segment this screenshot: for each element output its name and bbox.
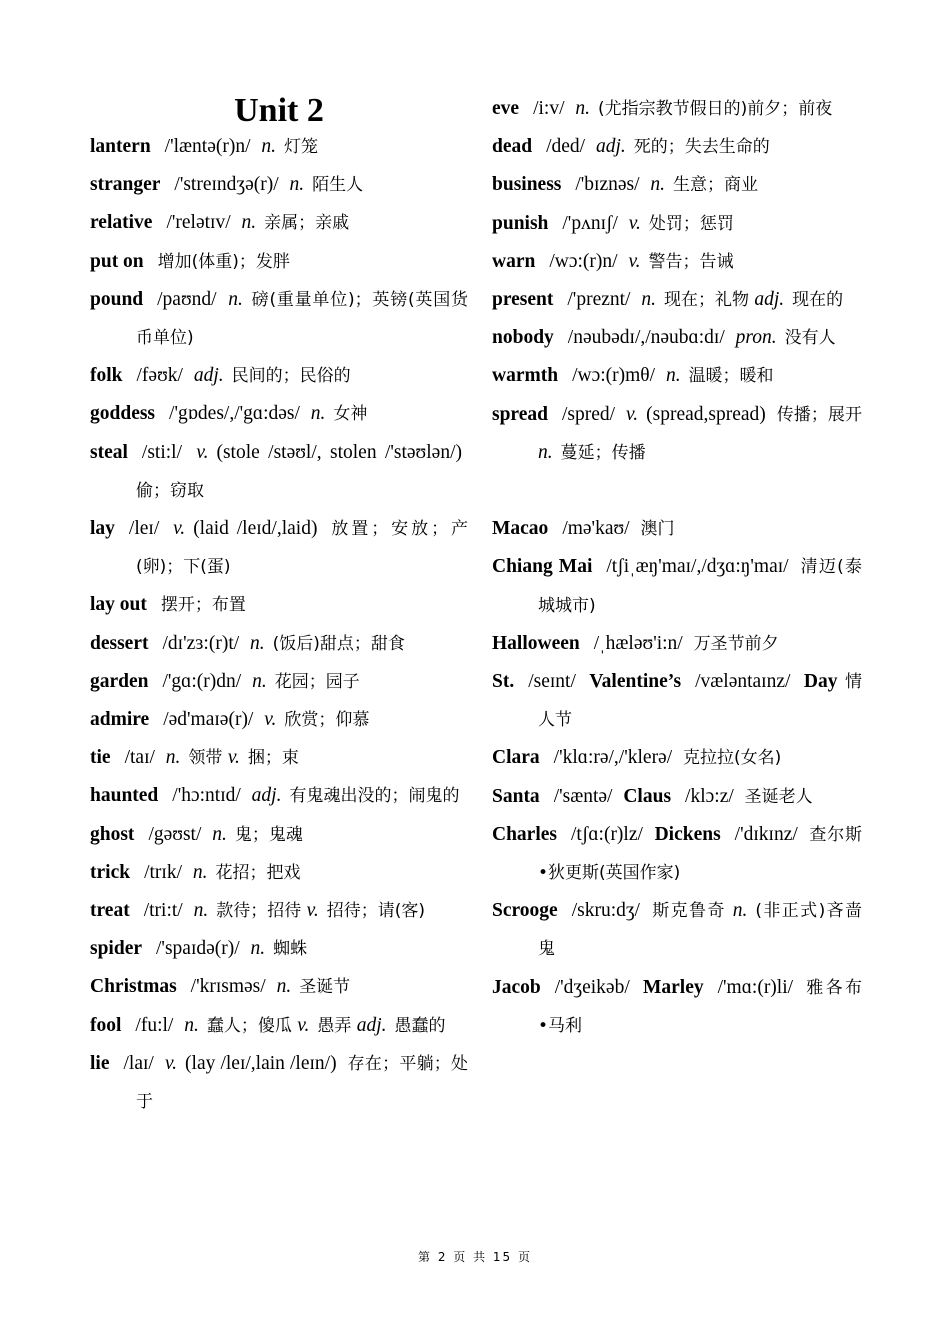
- part-of-speech: v.: [164, 1052, 178, 1074]
- vocab-entry: [90, 128, 468, 166]
- phonetic: /wɔ:(r)mθ/: [572, 365, 660, 387]
- phonetic: /spred/: [562, 403, 621, 425]
- definition: 花园；园子: [274, 671, 360, 692]
- vocab-entry: [492, 663, 862, 739]
- definition: (非正式)吝啬鬼: [538, 901, 863, 960]
- definition: 现在的: [792, 290, 844, 311]
- vocab-entry: [492, 739, 862, 777]
- definition: 万圣节前夕: [693, 633, 779, 654]
- definition: 愚弄: [317, 1015, 357, 1036]
- vocab-entry-text: [492, 778, 862, 816]
- vocab-entry-text: [90, 625, 468, 663]
- phonetic: /'gɑ:(r)dn/: [162, 670, 247, 692]
- headword: punish: [492, 212, 549, 234]
- part-of-speech: v.: [227, 747, 240, 769]
- definition: 愚蠢的: [394, 1015, 446, 1036]
- vocab-entry-text: [90, 930, 468, 968]
- vocab-entry: [90, 701, 468, 739]
- definition: 情人节: [538, 672, 862, 731]
- part-of-speech: v.: [626, 403, 639, 425]
- part-of-speech: n.: [310, 403, 326, 425]
- vocab-entry: [492, 319, 862, 357]
- inflections: (stole /stəʊl/, stolen /'stəʊlən/): [216, 441, 462, 463]
- headword: admire: [90, 709, 150, 731]
- page-footer: 第 2 页 共 15 页: [418, 1250, 532, 1264]
- definition: 温暖；暖和: [688, 366, 774, 387]
- definition: (饭后)甜点；甜食: [272, 633, 405, 654]
- right-column: [492, 90, 862, 1045]
- vocab-entry: [90, 510, 468, 586]
- headword: tie: [90, 747, 111, 769]
- unit-title: Unit 2: [234, 92, 324, 129]
- phonetic: /tʃiˌæŋ'maɪ/,/dʒɑ:ŋ'maɪ/: [606, 556, 795, 578]
- part-of-speech: n.: [165, 747, 181, 769]
- definition: 陌生人: [312, 175, 364, 196]
- phonetic: /skru:dʒ/: [571, 900, 647, 922]
- definition: 亲属；亲戚: [264, 213, 350, 234]
- phonetic: /'hɔ:ntɪd/: [172, 785, 246, 807]
- definition: 圣诞节: [299, 977, 351, 998]
- headword: warn: [492, 250, 536, 272]
- vocab-entry-text: [90, 510, 468, 586]
- definition: 查尔斯•狄更斯(英国作家): [538, 824, 862, 884]
- headword: Halloween: [492, 632, 580, 654]
- headword: put on: [90, 250, 144, 272]
- phonetic: /'spaɪdə(r)/: [156, 938, 245, 960]
- part-of-speech: n.: [538, 441, 553, 463]
- vocab-entry-text: [492, 166, 862, 204]
- vocab-entry-text: [492, 510, 862, 548]
- phonetic: /mə'kaʊ/: [562, 518, 635, 540]
- phonetic: /tʃɑ:(r)lz/: [571, 823, 649, 845]
- vocab-entry: [90, 739, 468, 777]
- vocab-entry: [90, 166, 468, 204]
- part-of-speech: n.: [250, 938, 266, 960]
- vocab-entry-text: [492, 663, 862, 739]
- vocab-entry-text: [90, 243, 468, 281]
- headword: lie: [90, 1052, 110, 1074]
- part-of-speech: adj.: [356, 1014, 387, 1036]
- part-of-speech: n.: [665, 365, 681, 387]
- phonetic: /'pʌnɪʃ/: [562, 212, 623, 234]
- part-of-speech: n.: [228, 288, 243, 310]
- vocab-entry-text: [492, 243, 862, 281]
- part-of-speech: v.: [306, 900, 319, 922]
- headword: ghost: [90, 823, 135, 845]
- vocab-entry: [492, 969, 862, 1045]
- vocab-entry-text: [492, 90, 862, 128]
- definition: 没有人: [784, 328, 836, 349]
- part-of-speech: n.: [241, 212, 257, 234]
- headword: spread: [492, 403, 548, 425]
- vocab-entry-text: [492, 396, 862, 472]
- part-of-speech: adj.: [251, 785, 282, 807]
- vocab-entry: [90, 968, 468, 1006]
- vocab-entry: [492, 90, 862, 128]
- headword: lay: [90, 518, 115, 540]
- phonetic: /ˌhæləʊ'i:n/: [593, 632, 688, 654]
- headword: haunted: [90, 785, 159, 807]
- vocab-entry: [90, 1045, 468, 1121]
- vocab-entry-text: [90, 204, 468, 242]
- part-of-speech: n.: [212, 823, 227, 845]
- phonetic: /'klɑ:rə/,/'klerə/: [553, 747, 678, 769]
- phonetic: /'krɪsməs/: [190, 976, 271, 998]
- phonetic: /fu:l/: [135, 1014, 179, 1036]
- phonetic: /'streɪndʒə(r)/: [174, 174, 284, 196]
- definition: 克拉拉(女名): [683, 748, 782, 769]
- phonetic: /nəubədɪ/,/nəubɑ:dɪ/: [567, 327, 730, 349]
- headword: Clara: [492, 747, 540, 769]
- vocab-entry: [90, 281, 468, 357]
- phonetic: /'bɪznəs/: [575, 174, 645, 196]
- vocab-entry-text: [90, 395, 468, 433]
- definition: 鬼；鬼魂: [234, 824, 303, 845]
- vocab-entry: [90, 1007, 468, 1045]
- left-vocab-list: [90, 128, 468, 1121]
- definition: 雅各布•马利: [538, 977, 863, 1036]
- phonetic: /taɪ/: [124, 747, 160, 769]
- vocab-entry-text: [492, 357, 862, 395]
- vocab-entry: [492, 166, 862, 204]
- vocab-entry-text: [492, 739, 862, 777]
- phonetic: /gəʊst/: [148, 823, 207, 845]
- definition: 偷；窃取: [136, 480, 204, 501]
- definition: 现在；礼物: [663, 290, 755, 311]
- definition: 欣赏；仰慕: [284, 710, 370, 731]
- definition: 增加(体重)；发胖: [157, 251, 290, 272]
- phonetic: /tri:t/: [143, 900, 188, 922]
- definition: 警告；告诫: [648, 251, 734, 272]
- vocab-entry-text: [90, 1007, 468, 1045]
- phonetic: /'dʒeikəb/: [554, 976, 637, 998]
- vocab-entry-text: [90, 128, 468, 166]
- vocab-entry: [492, 357, 862, 395]
- part-of-speech: adj.: [193, 365, 224, 387]
- headword: Charles: [492, 823, 557, 845]
- headword: Claus: [623, 785, 672, 807]
- definition: 摆开；布置: [160, 595, 246, 616]
- phonetic: /seɪnt/: [528, 671, 584, 693]
- vocab-entry-text: [90, 701, 468, 739]
- headword: Jacob: [492, 976, 541, 998]
- phonetic: /laɪ/: [123, 1052, 159, 1074]
- phonetic: /leɪ/: [128, 518, 168, 540]
- vocab-entry: [90, 816, 468, 854]
- part-of-speech: n.: [261, 136, 276, 157]
- headword: Scrooge: [492, 900, 558, 922]
- vocab-entry: [492, 548, 862, 624]
- headword: dessert: [90, 632, 149, 654]
- vocab-entry-text: [90, 166, 468, 204]
- headword: Marley: [642, 976, 704, 998]
- phonetic: /ded/: [546, 136, 590, 158]
- part-of-speech: pron.: [735, 327, 777, 349]
- definition: 蔓延；传播: [560, 442, 646, 463]
- vocab-entry-text: [90, 357, 468, 395]
- headword: pound: [90, 288, 144, 310]
- phonetic: /'gɒdes/,/'gɑ:dəs/: [169, 403, 305, 425]
- phonetic: /'læntə(r)n/: [164, 136, 256, 157]
- definition: 死的；失去生命的: [633, 137, 770, 158]
- headword: warmth: [492, 365, 559, 387]
- headword: garden: [90, 670, 149, 692]
- vocab-entry: [90, 395, 468, 433]
- part-of-speech: adj.: [595, 136, 626, 158]
- phonetic: /'mɑ:(r)li/: [717, 976, 801, 998]
- vocab-entry: [90, 625, 468, 663]
- headword: Valentine’s: [589, 671, 682, 693]
- definition: 存在；平躺；处于: [136, 1053, 469, 1113]
- headword: treat: [90, 900, 130, 922]
- definition: 捆；束: [247, 748, 299, 769]
- phonetic: /trɪk/: [144, 861, 187, 883]
- vocab-entry-text: [90, 816, 468, 854]
- phonetic: /paʊnd/: [157, 288, 223, 310]
- headword: lantern: [90, 136, 151, 157]
- definition: 女神: [333, 404, 368, 425]
- phonetic: /'sæntə/: [553, 785, 618, 807]
- phonetic: /i:v/: [533, 98, 570, 119]
- headword: Day: [803, 671, 845, 693]
- inflections: (spread,spread): [646, 403, 771, 425]
- definition: 斯克鲁奇: [652, 901, 733, 922]
- phonetic: /'relətɪv/: [166, 212, 236, 234]
- part-of-speech: v.: [297, 1014, 310, 1036]
- vocab-entry-text: [492, 625, 862, 663]
- phonetic: /fəʊk/: [136, 365, 188, 387]
- vocab-entry-text: [90, 281, 468, 357]
- vocab-entry: [492, 205, 862, 243]
- part-of-speech: n.: [575, 98, 590, 119]
- part-of-speech: n.: [192, 861, 208, 883]
- headword: trick: [90, 861, 131, 883]
- definition: 处罚；惩罚: [648, 213, 734, 234]
- definition: (尤指宗教节假日的)前夕；前夜: [597, 99, 833, 119]
- vocab-entry-text: [90, 892, 468, 930]
- part-of-speech: n.: [641, 289, 656, 311]
- part-of-speech: n.: [252, 670, 267, 692]
- headword: Santa: [492, 785, 540, 807]
- vocab-entry-text: [492, 319, 862, 357]
- part-of-speech: v.: [173, 518, 186, 540]
- vocab-entry-text: [90, 663, 468, 701]
- definition: 招待；请(客): [326, 901, 425, 922]
- part-of-speech: n.: [732, 900, 748, 922]
- vocab-entry-text: [90, 586, 468, 624]
- phonetic: /klɔ:z/: [685, 785, 739, 807]
- definition: 澳门: [640, 519, 675, 540]
- vocab-entry: [492, 281, 862, 319]
- definition: 清迈(泰城城市): [538, 557, 862, 616]
- headword: stranger: [90, 174, 161, 196]
- definition: 灯笼: [284, 137, 318, 157]
- headword: Macao: [492, 518, 549, 540]
- right-vocab-list: [492, 90, 862, 1045]
- definition: 款待；招待: [216, 901, 307, 922]
- phonetic: /sti:l/: [141, 441, 191, 463]
- vocab-entry: [492, 243, 862, 281]
- part-of-speech: n.: [289, 174, 305, 196]
- headword: St.: [492, 671, 515, 693]
- spacer: [492, 472, 862, 510]
- vocab-entry: [492, 128, 862, 166]
- vocab-entry: [492, 778, 862, 816]
- definition: 花招；把戏: [215, 862, 301, 883]
- part-of-speech: n.: [193, 900, 209, 922]
- headword: nobody: [492, 327, 554, 349]
- vocab-entry: [90, 854, 468, 892]
- vocab-entry: [90, 357, 468, 395]
- inflections: (laid /leɪd/,laid): [193, 518, 326, 540]
- vocab-entry: [492, 396, 862, 472]
- part-of-speech: v.: [196, 441, 209, 463]
- inflections: (lay /leɪ/,lain /leɪn/): [185, 1052, 342, 1074]
- phonetic: /wɔ:(r)n/: [549, 250, 623, 272]
- part-of-speech: n.: [276, 976, 292, 998]
- headword: fool: [90, 1014, 122, 1036]
- headword: spider: [90, 938, 143, 960]
- definition: 民间的；民俗的: [231, 366, 351, 387]
- vocab-entry: [492, 816, 862, 892]
- definition: 有鬼魂出没的；闹鬼的: [289, 786, 460, 807]
- headword: goddess: [90, 403, 156, 425]
- part-of-speech: v.: [264, 709, 277, 731]
- vocab-entry-text: [90, 1045, 468, 1121]
- headword: Christmas: [90, 976, 177, 998]
- part-of-speech: v.: [628, 250, 641, 272]
- definition: 传播；展开: [776, 404, 862, 425]
- vocab-entry-text: [492, 892, 862, 968]
- vocab-entry-text: [90, 434, 468, 510]
- vocab-entry: [90, 930, 468, 968]
- definition: 蠢人；傻瓜: [206, 1015, 298, 1036]
- headword: relative: [90, 212, 153, 234]
- vocab-entry: [90, 663, 468, 701]
- headword: present: [492, 289, 554, 311]
- vocab-entry: [492, 892, 862, 968]
- vocab-entry-text: [492, 816, 862, 892]
- phonetic: /'dɪkɪnz/: [734, 823, 804, 845]
- vocab-entry: [90, 204, 468, 242]
- headword: dead: [492, 136, 533, 158]
- left-column: [90, 90, 468, 1121]
- vocab-entry-text: [492, 281, 862, 319]
- vocab-entry: [492, 625, 862, 663]
- definition: 蜘蛛: [273, 939, 308, 960]
- headword: steal: [90, 441, 128, 463]
- vocab-entry: [492, 510, 862, 548]
- headword: lay out: [90, 594, 147, 616]
- definition: 磅(重量单位)；英镑(英国货币单位): [136, 289, 468, 349]
- definition: 放置；安放；产(卵)；下(蛋): [136, 519, 469, 578]
- definition: 生意；商业: [673, 175, 759, 196]
- vocab-entry: [90, 434, 468, 510]
- vocab-entry-text: [90, 777, 468, 815]
- phonetic: /dɪ'zɜ:(r)t/: [162, 632, 245, 654]
- vocab-entry-text: [492, 205, 862, 243]
- definition: 圣诞老人: [744, 786, 813, 807]
- part-of-speech: n.: [184, 1014, 199, 1036]
- headword: business: [492, 174, 562, 196]
- part-of-speech: v.: [628, 212, 641, 234]
- phonetic: /væləntaɪnz/: [695, 671, 798, 693]
- headword: eve: [492, 98, 520, 119]
- phonetic: /'preznt/: [567, 289, 636, 311]
- vocab-entry-text: [492, 128, 862, 166]
- vocab-entry-text: [90, 968, 468, 1006]
- part-of-speech: n.: [650, 174, 666, 196]
- vocab-entry: [90, 586, 468, 624]
- vocab-entry-text: [90, 854, 468, 892]
- definition: 领带: [188, 748, 228, 769]
- vocab-entry: [90, 243, 468, 281]
- vocab-entry-text: [492, 969, 862, 1045]
- headword: Chiang Mai: [492, 556, 593, 578]
- part-of-speech: n.: [250, 632, 265, 654]
- vocab-entry: [90, 892, 468, 930]
- vocab-entry-text: [492, 548, 862, 624]
- headword: folk: [90, 365, 123, 387]
- vocab-entry-text: [90, 739, 468, 777]
- headword: Dickens: [654, 823, 721, 845]
- part-of-speech: adj.: [754, 289, 785, 311]
- vocab-entry: [90, 777, 468, 815]
- phonetic: /əd'maɪə(r)/: [163, 709, 259, 731]
